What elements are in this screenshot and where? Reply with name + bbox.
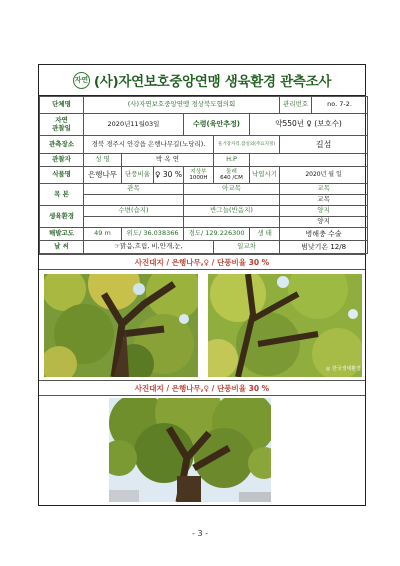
location-label: 관측장소	[40, 136, 84, 154]
height-value: 1000H	[189, 175, 208, 181]
temp-diff-label: 일교차	[214, 241, 280, 254]
observer-name-label: 성 명	[84, 154, 122, 167]
observer-label: 관찰자	[40, 154, 84, 167]
habitat-wetland: 수변(습지)	[84, 206, 184, 217]
habitat-wetland-value	[84, 217, 184, 228]
mgmt-label: 관리번호	[280, 97, 312, 114]
leaf-date-value: 2020년 월 일	[280, 167, 368, 184]
photo-stamp: ◎ 한국생태환경	[326, 366, 361, 372]
location-value: 경북 경주시 안강읍 은행나무길(노당리).	[84, 136, 214, 154]
ratio-label: 단풍비율	[122, 167, 154, 184]
ginkgo-branches-photo	[208, 274, 362, 377]
age-label: 수령(육안추정)	[184, 114, 250, 136]
altitude-label: 해발고도	[40, 228, 84, 241]
org-label: 단체명	[40, 97, 84, 114]
location-type-label: 울거장자리.잠실외(주요지정)	[214, 136, 280, 154]
girth-value: 640 /CM	[220, 175, 243, 181]
photo-row-1	[39, 270, 365, 380]
photo-caption-2: 사진대지 / 은행나무,♀ / 단풍비율 30 %	[39, 380, 365, 396]
temp-diff-value: 범낮기온 12/8	[280, 241, 368, 254]
obs-date-label-1: 자연	[55, 116, 68, 125]
wood-subtree: 아교목	[184, 184, 280, 195]
girth-label: 둘레	[226, 168, 237, 175]
page-number: - 3 -	[192, 529, 208, 538]
ecology-label: 생 태	[250, 228, 280, 241]
plant-label: 식물명	[40, 167, 84, 184]
observer-name-value: 박 옥 연	[122, 154, 214, 167]
ginkgo-trunk-photo	[44, 274, 198, 377]
habitat-partial-shade: 반그늘(반음지)	[184, 206, 280, 217]
habitat-sunny-value: 양지	[280, 217, 368, 228]
habitat-label: 생육환경	[40, 206, 84, 228]
mgmt-value: no. 7-2.	[312, 97, 368, 114]
weather-value: ☞맑음,흐림, 비,안개,눈,	[84, 241, 214, 254]
wood-label: 목 본	[40, 184, 84, 206]
wood-shrub: 관목	[84, 184, 184, 195]
title-row	[39, 65, 365, 96]
latitude-value: 위도/ 36.038366	[122, 228, 184, 241]
obs-date-value: 2020년11월03일	[84, 114, 184, 136]
document-title: (사)자연보호중앙연맹 생육환경 관측조사	[93, 74, 332, 90]
wood-tree-value: 교목	[280, 195, 368, 206]
logo-text: 자연	[74, 76, 89, 84]
height-label: 지상부	[190, 168, 207, 175]
observer-hp-label: H.P	[214, 154, 250, 167]
ratio-value: ♀ 30 %	[154, 167, 184, 184]
plant-value: 은행나무	[84, 167, 122, 184]
wood-tree: 교목	[280, 184, 368, 195]
observer-hp-value	[250, 154, 368, 167]
height-cell	[184, 167, 214, 184]
ginkgo-canopy-photo	[109, 398, 271, 502]
obs-date-label	[40, 114, 84, 136]
age-value: 약550년 ♀ (보호수)	[250, 114, 368, 136]
photo-row-2	[39, 396, 365, 506]
photo-caption-1: 사진대지 / 은행나무,♀ / 단풍비율 30 %	[39, 254, 365, 270]
org-value: (사)자연보호중앙연맹 경상북도협의회	[84, 97, 280, 114]
federation-logo	[73, 72, 90, 89]
ecology-value: 병해충 수술	[280, 228, 368, 241]
longitude-value: 경도/ 129.226300	[184, 228, 250, 241]
location-type-value: 길섬	[280, 136, 368, 154]
wood-shrub-value	[84, 195, 184, 206]
habitat-sunny: 양지	[280, 206, 368, 217]
weather-label: 날 씨	[40, 241, 84, 254]
altitude-value: 49 m	[84, 228, 122, 241]
survey-table	[39, 96, 368, 254]
girth-cell	[214, 167, 250, 184]
leaf-date-label: 낙엽시기	[250, 167, 280, 184]
obs-date-label-2: 관찰일	[52, 123, 71, 132]
wood-subtree-value	[184, 195, 280, 206]
habitat-partial-shade-value	[184, 217, 280, 228]
survey-sheet	[38, 64, 366, 506]
